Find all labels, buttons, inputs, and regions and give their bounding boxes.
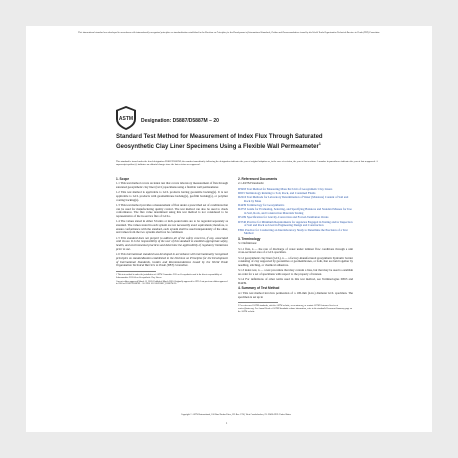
reference-item[interactable]: D3740 Practice for Minimum Requirements for Agencies Engaged in Testing and/or Inspection of Soil and Rock as Used in Engineering Design and Construction: [238, 219, 353, 228]
section-heading-referenced-documents: 2. Referenced Documents: [238, 176, 278, 181]
reference-item[interactable]: D5199 Specification for Gravity-Convection and Forced-Ventilation Ovens: [238, 215, 329, 220]
paragraph: 1.2 This test method is applicable to GCL products having geotextile backing(s). It is not applicable to GCL products with geomembrane backing(s), geofilm backing(s), or polymer coating backing(s).: [116, 190, 228, 202]
paragraph: 1.1 This test method covers an index test that covers laboratory measurement of flux through saturated geosynthetic clay liner (GCL) specimens using a flexible wall permeameter.: [116, 181, 228, 189]
title-superscript: 1: [318, 142, 321, 147]
footnote: 1 This test method is under the jurisdiction of ASTM Committee D35 on Geosynthetics and is the direct responsibility of Subcommittee D35.04 on Geosynthetic Clay Liners.: [116, 273, 222, 279]
reference-item[interactable]: D4439 Terminology for Geosynthetics: [238, 203, 285, 208]
paragraph-safety: 1.5 This standard does not purport to address all of the safety concerns, if any, associated with its use. It is the responsibility of the user of this standard to establish appropriate safety, health, and environmental practices and determine the applicability of regulatory limitations prior to use.: [116, 235, 228, 251]
footnote-divider: [116, 271, 156, 272]
reference-item[interactable]: D4753 Guide for Evaluating, Selecting, and Specifying Balances and Standard Masses for Use in Soil, Rock, and Construction Materials Testing: [238, 207, 352, 216]
paragraph: 3.1.2 geosynthetic clay liner (GCL), n — a factory-manufactured geosynthetic hydraulic barrier consisting of clay supported by geotextiles or geomembranes, or both, that are held together by needling, stitching, or chemical adhesives.: [238, 255, 353, 267]
reference-item[interactable]: E691 Practice for Conducting an Interlaboratory Study to Determine the Precision of a Test Method: [238, 227, 348, 236]
section-heading-scope: 1. Scope: [116, 176, 130, 181]
footnote: 2 For referenced ASTM standards, visit the ASTM website, www.astm.org, or contact ASTM Customer Service at service@astm.org. For Annual Book of ASTM Standards volume information, refer to the standard's Document Summary page on the ASTM website.: [238, 305, 353, 313]
paragraph: 3.1.1 flux, n — the rate of discharge of water under laminar flow conditions through a unit cross-sectional area of a GCL specimen.: [238, 246, 353, 255]
section-heading-terminology: 3. Terminology: [238, 236, 261, 241]
international-standard-notice: This international standard was developed in accordance with internationally recognized principles on standardization established in the Decision on Principles for the Development of International Standards, Guides and Recommendations issued by the World Trade Organization Technical Barriers to Trade (TBT) Committee.: [78, 32, 380, 34]
document-title: [116, 134, 346, 152]
paragraph-international: 1.6 This international standard was developed in accordance with internationally recognized principles on standardization established in the Decision on Principles for the Development of International Standards, Guides and Recommendations issued by the World Trade Organization Technical Barriers to Trade (TBT) Committee.: [116, 252, 228, 268]
logo-text: ASTM: [118, 116, 134, 122]
left-column: [116, 176, 228, 287]
section-heading-summary: 4. Summary of Test Method: [238, 286, 280, 291]
paragraph: 3.1.4 For definitions of other terms used in this test method, see Terminologies D653 and D4439.: [238, 277, 353, 285]
page-number: 1: [226, 422, 228, 425]
paragraph: 1.3 This test method provides a measurement of flux under a prescribed set of conditions that can be used for manufacturing quality control. The test method can also be used to check conformance. The flux value determined using this test method is not considered to be representative of the in-service flux of GCLs.: [116, 202, 228, 219]
reference-item[interactable]: D5993 Test Method for Measuring Mass Per Unit of Geosynthetic Clay Liners: [238, 186, 333, 191]
paragraph: 4.1 This test method involves permeation of a 100-mm (4-in.) diameter GCL specimen. The specimen is set up in: [238, 291, 353, 299]
paragraph: 3.1 Definitions:: [238, 241, 257, 246]
paragraph: 2.1 ASTM Standards:: [238, 181, 265, 186]
reference-item[interactable]: D653 Terminology Relating to Soil, Rock, and Contained Fluids: [238, 190, 316, 195]
footnote-divider: [238, 302, 278, 303]
astm-logo: [116, 106, 136, 130]
document-page: [26, 26, 432, 432]
title-text: Standard Test Method for Measurement of Index Flux Through Saturated Geosynthetic Clay Liner Specimens Using a Flexible Wall Permeameter: [116, 134, 323, 151]
footnote: Current edition approved March 15, 2020. Published March 2020. Originally approved in 1995. Last previous edition approved in 2016 as D5887/D5887M − 16. DOI: 10.1520/D5887_D5887M-20.: [116, 280, 228, 286]
paragraph: 1.4 The values stated in either SI units or inch-pound units are to be regarded separately as standard. The values stated in each system are not necessarily exact equivalents; therefore, to ensure conformance with the standard, each system shall be used independently of the other, and values from the two systems shall not be combined.: [116, 219, 228, 235]
right-column: [238, 176, 353, 315]
reference-item[interactable]: D2216 Test Methods for Laboratory Determination of Water (Moisture) Content of Soil and Rock by Mass: [238, 195, 349, 203]
paragraph: 3.1.3 index test, n — a test procedure that may contain a bias, but that may be used to establish an order for a set of specimens with respect to the property of interest.: [238, 268, 353, 276]
designation: Designation: D5887/D5887M − 20: [141, 118, 219, 124]
copyright-line: Copyright © ASTM International, 100 Barr Harbor Drive, PO Box C700, West Conshohocken, PA 19428-2959. United States: [180, 414, 292, 416]
standard-issuance-note: This standard is issued under the fixed designation D5887/D5887M; the number immediately following the designation indicates the year of original adoption or, in the case of revision, the year of last revision. A number in parentheses indicates the year of last reapproval. A superscript epsilon (ε) indicates an editorial change since the last revision or reapproval.: [116, 160, 378, 167]
